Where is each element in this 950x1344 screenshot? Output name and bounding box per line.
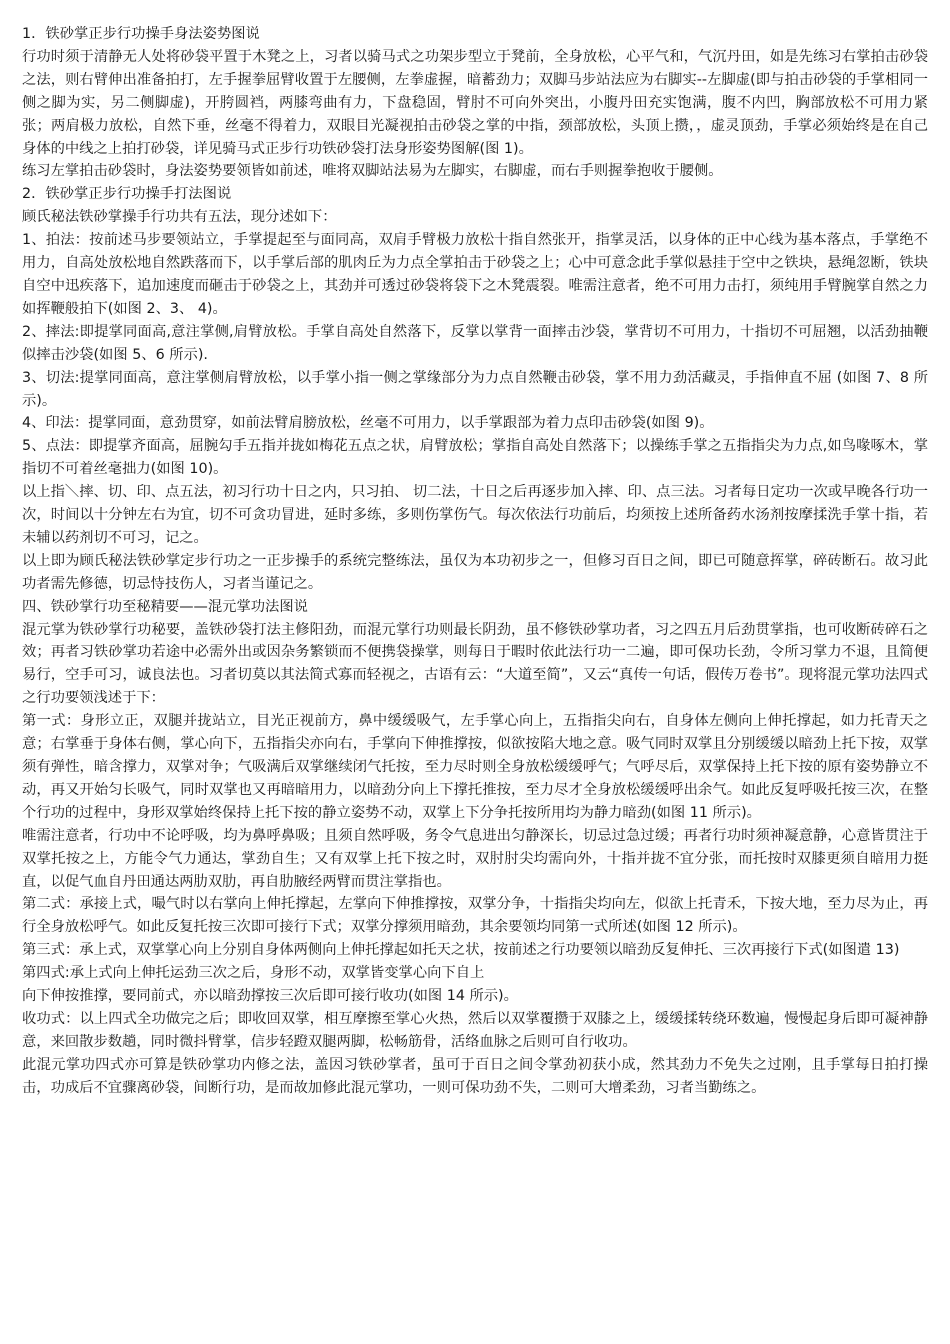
paragraph-hunyuan-intro: 混元掌为铁砂掌行功秘要，盖铁砂袋打法主修阳劲，而混元掌行功则最长阴劲，虽不修铁砂掌功者，习之四五月后劲贯掌指，也可收断砖碎石之效；再者习铁砂掌功若途中必需外出或因杂务繁锁而不便携袋操掌，则每日于暇时依此法行功一二遍，即可保功长劲，令所习掌力不退，且简便易行，空手可习，诚良法也。习者切莫以其法简式寡而轻视之，古语有云：“大道至简”，又云“真传一句话，假传万卷书”。现将混元掌功法四式之行功要领浅述于下： <box>22 621 928 707</box>
paragraph-left-palm: 练习左掌拍击砂袋时，身法姿势要领皆如前述，唯将双脚站法易为左脚实，右脚虚，而右手则握拳抱收于腰侧。 <box>22 163 723 180</box>
paragraph-form-four-b: 向下伸按推撑，要同前式，亦以暗劲撑按三次后即可接行收功(如图 14 所示)。 <box>22 988 518 1005</box>
paragraph-form-one: 第一式：身形立正，双腿并拢站立，目光正视前方，鼻中缓缓吸气，左手掌心向上，五指指尖向右，自身体左侧向上伸托撑起，如力托青天之意；右掌垂于身体右侧，掌心向下，五指指尖亦向右，手掌向下伸推撑按，似欲按陷大地之意。吸气同时双掌且分别缓缓以暗劲上托下按，双掌须有弹性，暗含撑力，双掌对争；气吸满后双掌继续闭气托按，至力尽时则全身放松缓缓呼气；气呼尽后，双掌保持上托下按的原有姿势静立不 动，再又开始匀长吸气，同时双掌也又再暗暗用力，以暗劲分向上下撑托推按，至力尽才全身放松缓缓呼出余气。如此反复呼吸托按三次，在整个行功的过程中，身形双掌始终保持上托下按的静立姿势不动，双掌上下分争托按所用均为静力暗劲(如图 11 所示)。 <box>22 713 928 821</box>
paragraph-form-three: 第三式：承上式，双掌掌心向上分别自身体两侧向上伸托撑起如托天之状，按前述之行功要领以暗劲反复伸托、三次再接行下式(如图遣 13) <box>22 942 900 959</box>
paragraph-practice-schedule: 以上指＼摔、切、印、点五法，初习行功十日之内，只习拍、 切二法，十日之后再逐步加入摔、印、点三法。习者每日定功一次或早晚各行功一次，时间以十分钟左右为宜，切不可贪功冒进，延时多练，多则伤掌伤气。每次依法行功前后，均须按上述所备药水汤剂按摩揉洗手掌十指，若未辅以药剂切不可习，记之。 <box>22 484 928 546</box>
paragraph-method-dian: 5、点法：即提掌齐面高，屈腕勾手五指并拢如梅花五点之状，肩臂放松；掌指自高处自然落下；以操练手掌之五指指尖为力点,如鸟喙啄木，掌 指切不可着丝毫拙力(如图 10)。 <box>22 438 928 478</box>
section-heading-striking: 2．铁砂掌正步行功操手打法图说 <box>22 186 232 203</box>
paragraph-conclusion: 此混元掌功四式亦可算是铁砂掌功内修之法，盖因习铁砂掌者，虽可于百日之间令掌劲初获小成，然其劲力不免失之过刚，且手掌每日拍打操击，功成后不宜骤离砂袋，间断行功，是而故加修此混元掌功，一则可保功劲不失，二则可大增柔劲，习者当勤练之。 <box>22 1056 928 1096</box>
paragraph-closing-form: 收功式：以上四式全功做完之后；即收回双掌，相互摩擦至掌心火热，然后以双掌覆攒于双膝之上，缓缓揉转绕环数遍，慢慢起身后即可凝神静意，来回散步数趟，同时微抖臂掌，信步轻蹬双腿两脚，松畅筋骨，活络血脉之后则可自行收功。 <box>22 1010 928 1050</box>
paragraph-form-two: 第二式：承接上式，嘬气时以右掌向上伸托撑起，左掌向下伸推撑按，双掌分争，十指指尖均向左，似欲上托青禾，下按大地，至力尽为止，再行全身放松呼气。如此反复托按三次即可接行下式；双掌分撑须用暗劲，其余要领均同第一式所述(如图 12 所示)。 <box>22 896 928 936</box>
paragraph-form-four-a: 第四式:承上式向上伸托运劲三次之后，身形不动，双掌皆变掌心向下自上 <box>22 965 485 982</box>
paragraph-method-yin: 4、印法：提掌同面，意劲贯穿，如前法臂肩膀放松，丝毫不可用力，以手掌跟部为着力点印击砂袋(如图 9)。 <box>22 415 714 432</box>
paragraph-summary: 以上即为顾氏秘法铁砂掌定步行功之一正步操手的系统完整练法，虽仅为本功初步之一，但修习百日之间，即已可随意挥掌，碎砖断石。故习此功者需先修德，切忌恃技伤人，习者当谨记之。 <box>22 552 928 592</box>
document-page <box>22 23 928 1328</box>
paragraph-method-qie: 3、切法:提掌同面高，意注掌侧肩臂放松，以手掌小指一侧之掌缘部分为力点自然鞭击砂袋，掌不用力劲活藏灵，手指伸直不屈 (如图 7、8 所示)。 <box>22 369 928 409</box>
section-heading-hunyuan: 四、铁砂掌行功至秘精要——混元掌功法图说 <box>22 598 308 615</box>
paragraph-method-pai: 1、拍法：按前述马步要领站立，手掌提起至与面同高，双肩手臂极力放松十指自然张开，指掌灵活，以身体的正中心线为基本落点，手掌绝不用力，自高处放松地自然跌落而下，以手掌后部的肌肉丘为力点全掌拍击于砂袋之上；心中可意念此手掌似悬挂于空中之铁块，悬绳忽断，铁块自空中迅疾落下，追加速度而砸击于砂袋之上，其劲并可透过砂袋将袋下之木凳震裂。唯需注意者，绝不可用力击打，须纯用手臂腕掌自然之力如挥鞭般拍下(如图 2、3、 4)。 <box>22 232 928 317</box>
section-heading-stance: 1．铁砂掌正步行功操手身法姿势图说 <box>22 26 260 42</box>
paragraph-method-shuai: 2、摔法:即提掌同面高,意注掌侧,肩臂放松。手掌自高处自然落下，反掌以掌背一面摔击沙袋，掌背切不可用力，十指切不可屈翘，以活劲抽鞭似摔击沙袋(如图 5、6 所示). <box>22 323 928 363</box>
paragraph-breathing-notes: 唯需注意者，行功中不论呼吸，均为鼻呼鼻吸；且须自然呼吸，务令气息进出匀静深长，切忌过急过缓；再者行功时须神凝意静，心意皆贯注于双掌托按之上，方能令气力通达，掌劲自生；又有双掌上托下按之时，双肘肘尖均需向外，十指并拢不宜分张，而托按时双膝更须自暗用力挺直，以促气血自丹田通达两肋双肋，再自肋腋经两臂而贯注掌指也。 <box>22 827 928 890</box>
paragraph-five-methods-intro: 顾氏秘法铁砂掌操手行功共有五法，现分述如下： <box>22 209 337 226</box>
paragraph-stance-description: 行功时须于清静无人处将砂袋平置于木凳之上，习者以骑马式之功架步型立于凳前，全身放松，心平气和，气沉丹田，如是先练习右掌拍击砂袋之法，则右臂伸出准备拍打，左手握拳屈臂收置于左腰侧，左拳虚握，暗蓄劲力；双脚马步站法应为右脚实--左脚虚(即与拍击砂袋的手掌相同一侧之脚为实，另二侧脚虚)，开胯圆裆，两膝弯曲有力，下盘稳固，臂肘不可向外突出，小腹丹田充实饱满，腹不内凹，胸部放松不可用力紧张；两肩极力放松，自然下垂，丝毫不得着力，双眼目光凝视拍击砂袋之掌的中指，颈部放松，头顶上攒，，虚灵顶劲，手掌必须始终是在自己身体的中线之上拍打砂袋，详见骑马式正步行功铁砂袋打法身形姿势图解(图 1)。 <box>22 48 928 157</box>
